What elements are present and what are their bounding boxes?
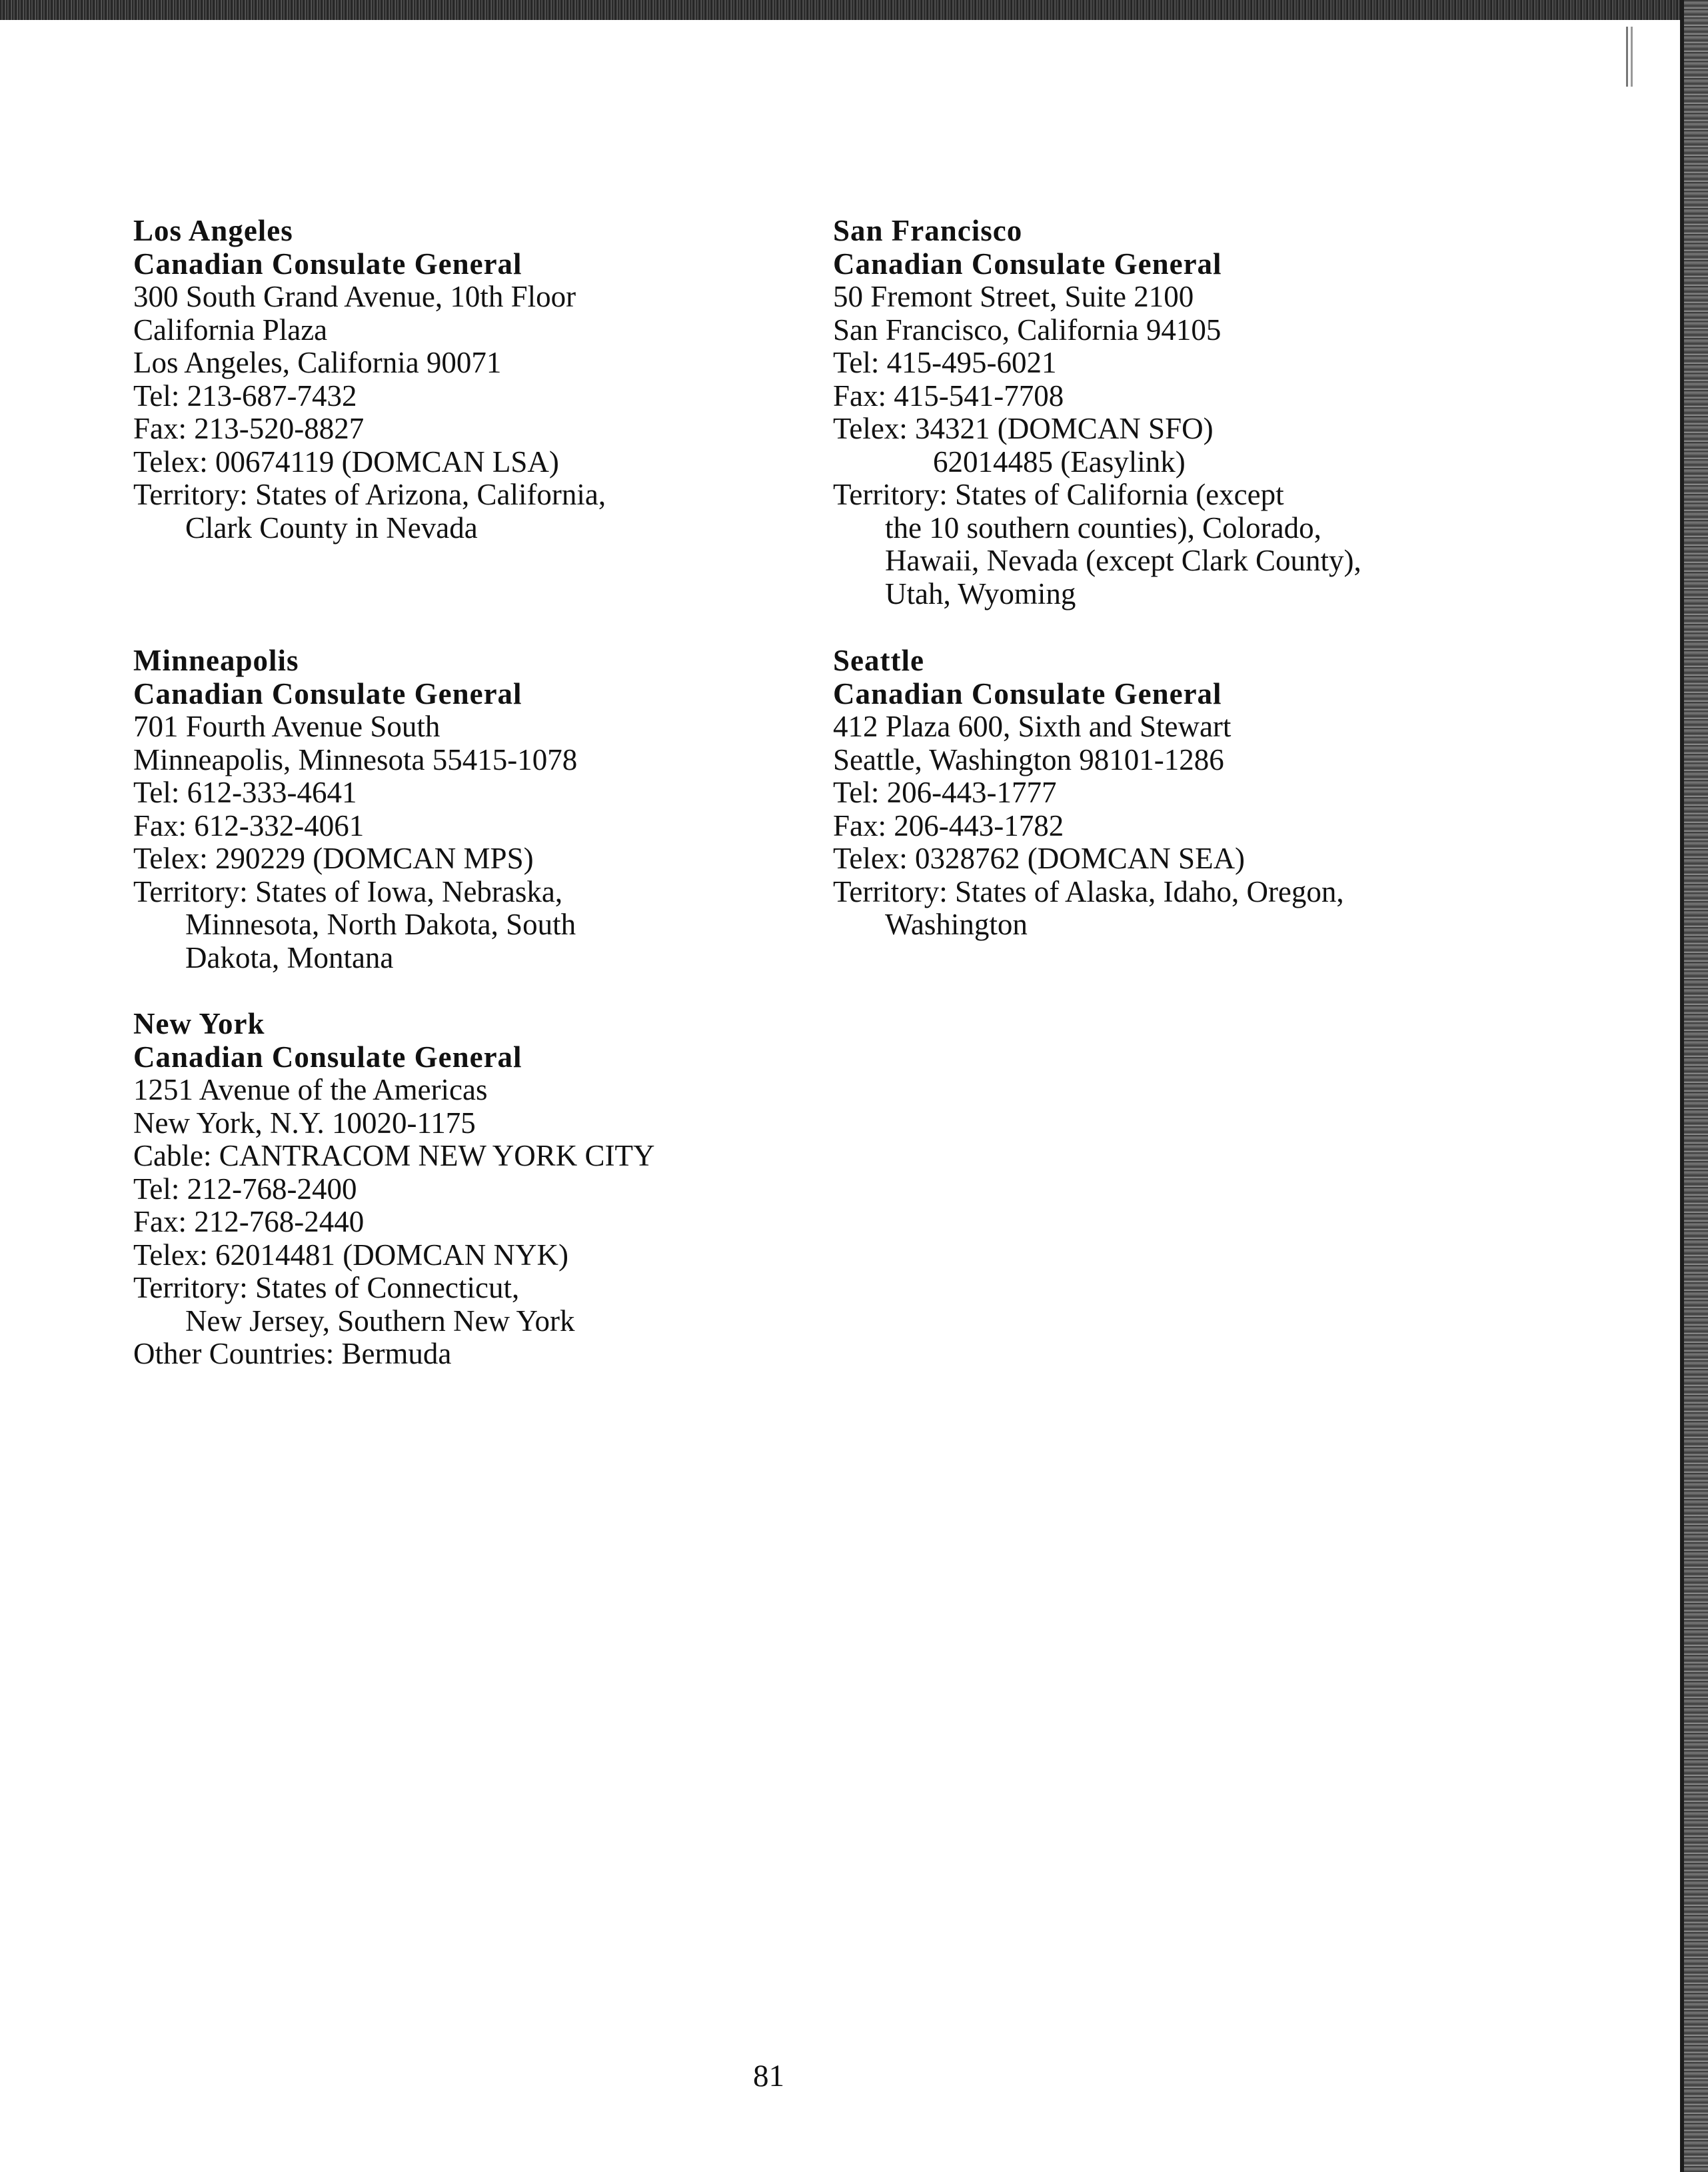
address-line: California Plaza <box>133 313 328 347</box>
territory-continued: Minnesota, North Dakota, South <box>185 908 576 941</box>
address-line: 412 Plaza 600, Sixth and Stewart <box>833 710 1232 743</box>
fax: Fax: 612-332-4061 <box>133 808 365 842</box>
telephone: Tel: 206-443-1777 <box>833 776 1057 809</box>
fax: Fax: 212-768-2440 <box>133 1205 365 1238</box>
city-state-zip: Los Angeles, California 90071 <box>133 346 502 379</box>
page-number: 81 <box>753 2059 784 2093</box>
territory-continued: the 10 southern counties), Colorado, <box>885 511 1321 544</box>
telex-continued: 62014485 (Easylink) <box>933 445 1186 479</box>
territory-continued: Hawaii, Nevada (except Clark County), <box>885 544 1361 577</box>
consulate-entry-los-angeles <box>133 215 606 544</box>
telephone: Tel: 212-768-2400 <box>133 1172 357 1206</box>
city-heading: Los Angeles <box>133 214 293 247</box>
city-heading: New York <box>133 1007 265 1040</box>
territory-continued: Utah, Wyoming <box>885 576 1076 610</box>
consulate-entry-minneapolis <box>133 644 577 974</box>
telephone: Tel: 415-495-6021 <box>833 346 1057 379</box>
address-line: 50 Fremont Street, Suite 2100 <box>833 280 1194 313</box>
consulate-entry-new-york <box>133 1008 654 1371</box>
fax: Fax: 206-443-1782 <box>833 808 1064 842</box>
territory-continued: Dakota, Montana <box>185 940 394 974</box>
telex: Telex: 34321 (DOMCAN SFO) <box>833 412 1214 445</box>
territory: Territory: States of Iowa, Nebraska, <box>133 874 563 908</box>
city-heading: Minneapolis <box>133 644 299 677</box>
scan-edge-right <box>1684 0 1708 2172</box>
telex: Telex: 00674119 (DOMCAN LSA) <box>133 445 559 479</box>
telephone: Tel: 612-333-4641 <box>133 776 357 809</box>
territory: Territory: States of Arizona, California, <box>133 478 606 511</box>
organization-name: Canadian Consulate General <box>133 247 522 281</box>
territory: Territory: States of Alaska, Idaho, Oregon, <box>833 874 1344 908</box>
other-countries: Other Countries: Bermuda <box>133 1337 452 1370</box>
territory-continued: New Jersey, Southern New York <box>185 1304 575 1338</box>
cable: Cable: CANTRACOM NEW YORK CITY <box>133 1139 655 1172</box>
telex: Telex: 290229 (DOMCAN MPS) <box>133 842 534 875</box>
address-line: 701 Fourth Avenue South <box>133 710 440 743</box>
organization-name: Canadian Consulate General <box>133 676 522 710</box>
organization-name: Canadian Consulate General <box>133 1040 522 1074</box>
territory-continued: Clark County in Nevada <box>185 511 478 544</box>
city-state-zip: San Francisco, California 94105 <box>833 313 1222 347</box>
territory: Territory: States of California (except <box>833 478 1284 511</box>
consulate-entry-seattle <box>833 644 1344 942</box>
telephone: Tel: 213-687-7432 <box>133 379 357 413</box>
city-heading: San Francisco <box>833 214 1023 247</box>
fax: Fax: 415-541-7708 <box>833 379 1064 413</box>
binding-mark <box>1626 27 1633 87</box>
city-heading: Seattle <box>833 644 924 677</box>
city-state-zip: Seattle, Washington 98101-1286 <box>833 742 1224 776</box>
territory: Territory: States of Connecticut, <box>133 1271 520 1304</box>
telex: Telex: 0328762 (DOMCAN SEA) <box>833 842 1246 875</box>
city-state-zip: Minneapolis, Minnesota 55415-1078 <box>133 742 578 776</box>
address-line: 300 South Grand Avenue, 10th Floor <box>133 280 576 313</box>
city-state-zip: New York, N.Y. 10020-1175 <box>133 1106 476 1140</box>
address-line: 1251 Avenue of the Americas <box>133 1073 488 1106</box>
scan-edge-top <box>0 0 1708 20</box>
fax: Fax: 213-520-8827 <box>133 412 365 445</box>
organization-name: Canadian Consulate General <box>833 676 1222 710</box>
telex: Telex: 62014481 (DOMCAN NYK) <box>133 1238 569 1272</box>
territory-continued: Washington <box>885 908 1028 941</box>
organization-name: Canadian Consulate General <box>833 247 1222 281</box>
consulate-entry-san-francisco <box>833 215 1361 610</box>
